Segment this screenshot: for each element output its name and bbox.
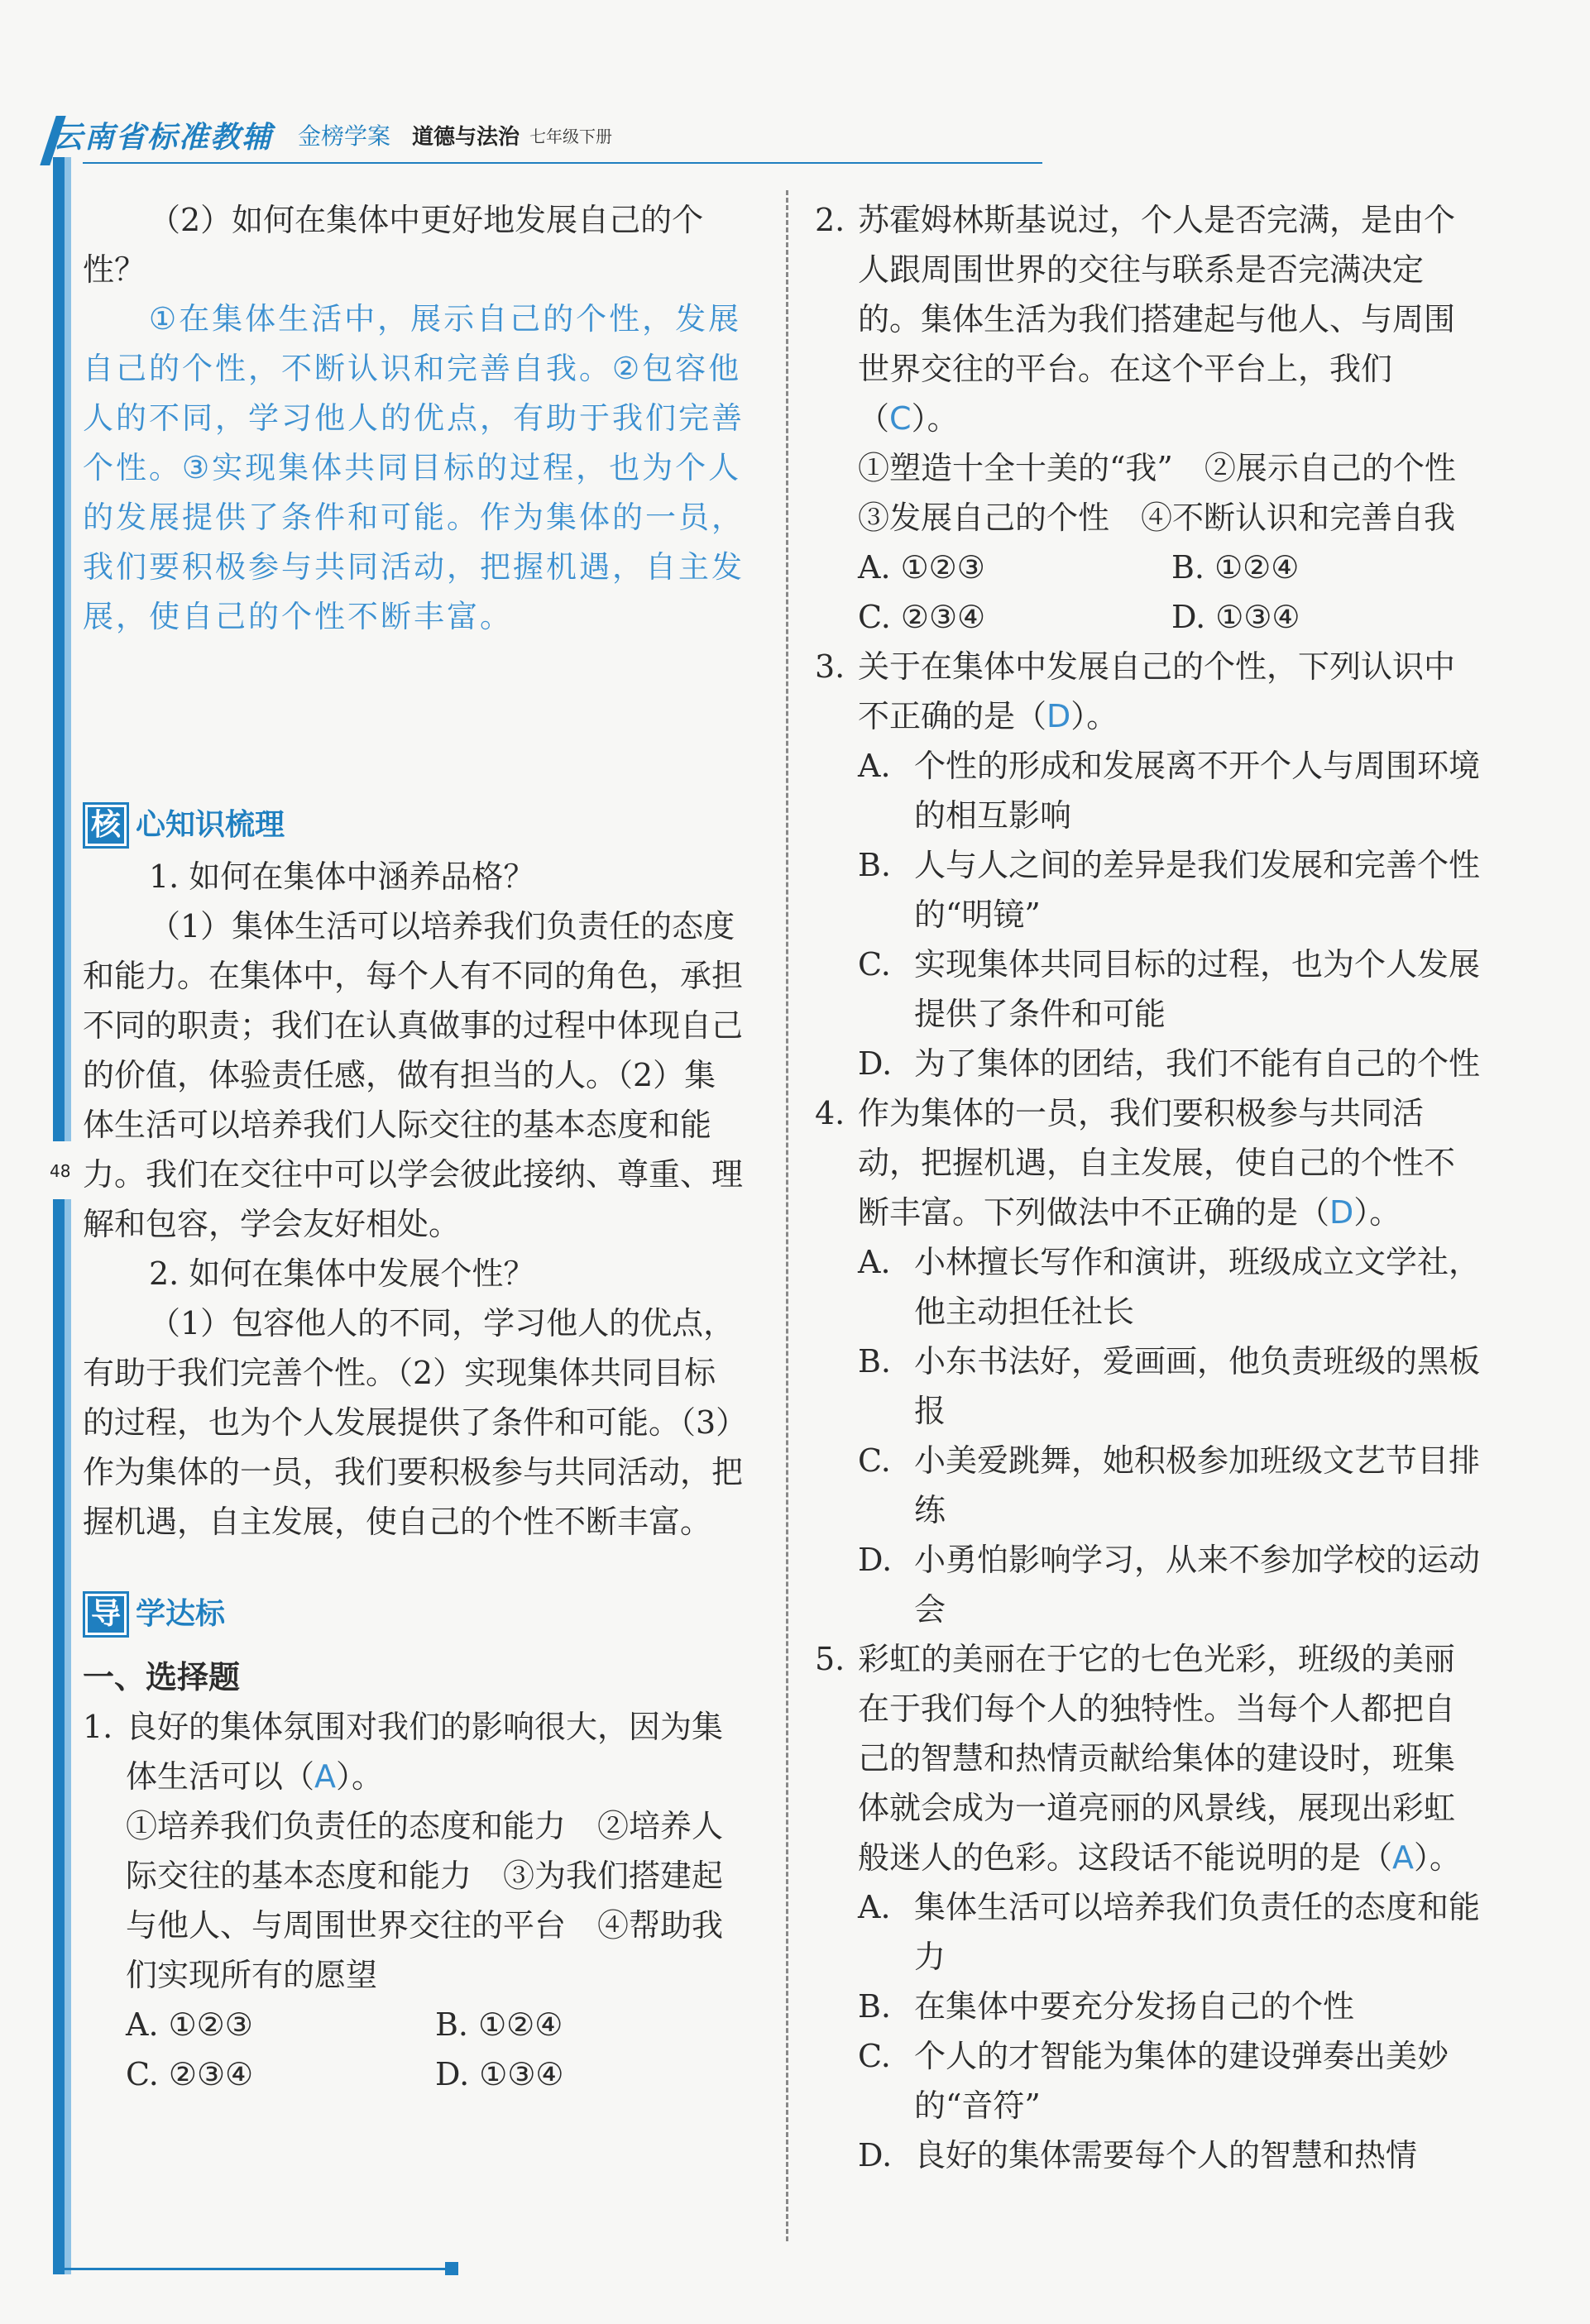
option-a: A. 小林擅长写作和演讲，班级成立文学社，他主动担任社长: [858, 1244, 1481, 1330]
option-c: C. ②③④: [858, 599, 986, 635]
part-title: 一、选择题: [83, 1659, 241, 1695]
option-b: B. 人与人之间的差异是我们发展和完善个性的“明镜”: [858, 847, 1481, 933]
option-d: D. 良好的集体需要每个人的智慧和热情: [858, 2137, 1418, 2173]
answer-mark: A: [314, 1758, 337, 1795]
option-c: C. 小美爱跳舞，她积极参加班级文艺节目排练: [858, 1442, 1481, 1528]
knowledge-1-body: （1）集体生活可以培养我们负责任的态度和能力。在集体中，每个人有不同的角色，承担不同的职责；我们在认真做事的过程中体现自己的价值，体验责任感，做有担当的人。（2）集体生活可以培养我们人际交往的基本态度和能力。我们在交往中可以学会彼此接纳、尊重、理解和包容，学会友好相处。: [83, 908, 744, 1242]
question-stem: 苏霍姆林斯基说过，个人是否完满，是由个人跟周围世界的交往与联系是否完满决定的。集体生活为我们搭建起与他人、与周围世界交往的平台。在这个平台上，我们（C）。: [858, 202, 1456, 437]
question-stem: 关于在集体中发展自己的个性，下列认识中不正确的是（D）。: [858, 648, 1456, 734]
header-brand: 云南省标准教辅: [53, 120, 274, 155]
question-1: [83, 1702, 745, 2099]
question-number: 4.: [815, 1095, 845, 1131]
header-grade: 七年级下册: [529, 126, 613, 146]
question-2: [815, 195, 1485, 642]
intro-question: （2）如何在集体中更好地发展自己的个性？: [83, 202, 704, 288]
section-core-knowledge: [83, 799, 745, 852]
page-number: 48: [50, 1161, 71, 1181]
left-column: [83, 195, 745, 2099]
option-c: C. 实现集体共同目标的过程，也为个人发展提供了条件和可能: [858, 946, 1481, 1032]
option-d: D. 为了集体的团结，我们不能有自己的个性: [858, 1045, 1481, 1082]
question-5: [815, 1634, 1485, 2180]
question-items: ①塑造十全十美的“我” ②展示自己的个性 ③发展自己的个性 ④不断认识和完善自我: [858, 450, 1487, 536]
question-3: [815, 642, 1485, 1088]
section-title-guided: 学达标: [136, 1597, 226, 1631]
margin-strip-top-light: [65, 157, 71, 1141]
margin-strip-bottom-light: [65, 1199, 71, 2274]
right-column: [815, 195, 1485, 2180]
option-d: D. 小勇怕影响学习，从来不参加学校的运动会: [858, 1542, 1481, 1628]
question-stem: 良好的集体氛围对我们的影响很大，因为集体生活可以（A）。: [126, 1709, 724, 1795]
option-b: B. ①②④: [435, 2006, 563, 2043]
footer-square: [445, 2262, 458, 2275]
answer-mark: C: [889, 400, 912, 437]
knowledge-2-title: 2. 如何在集体中发展个性？: [149, 1255, 535, 1292]
answer-mark: D: [1329, 1194, 1354, 1231]
option-d: D. ①③④: [435, 2056, 564, 2092]
margin-strip-top: [53, 157, 65, 1141]
option-a: A. ①②③: [126, 2006, 253, 2043]
running-header: [53, 114, 1046, 155]
options-row: [858, 592, 1485, 642]
question-items: ①培养我们负责任的态度和能力 ②培养人际交往的基本态度和能力 ③为我们搭建起与他人、与周围世界交往的平台 ④帮助我们实现所有的愿望: [126, 1808, 724, 1993]
header-rule: [83, 162, 1042, 164]
option-a: A. 个性的形成和发展离不开个人与周围环境的相互影响: [858, 748, 1481, 834]
footer-rule: [53, 2268, 450, 2270]
answer-mark: D: [1046, 698, 1071, 734]
question-number: 5.: [815, 1641, 845, 1677]
question-4: [815, 1088, 1485, 1634]
option-a: A. ①②③: [858, 549, 985, 586]
intro-answer: ①在集体生活中，展示自己的个性，发展自己的个性，不断认识和完善自我。②包容他人的不同，学习他人的优点，有助于我们完善个性。③实现集体共同目标的过程，也为个人的发展提供了条件和可能。作为集体的一员，我们要积极参与共同活动，把握机遇，自主发展，使自己的个性不断丰富。: [83, 301, 745, 634]
option-a: A. 集体生活可以培养我们负责任的态度和能力: [858, 1889, 1481, 1975]
question-stem: 作为集体的一员，我们要积极参与共同活动，把握机遇，自主发展，使自己的个性不断丰富。下列做法中不正确的是（D）。: [858, 1095, 1456, 1231]
header-subject: 道德与法治: [412, 124, 520, 150]
option-c: C. ②③④: [126, 2056, 254, 2092]
options-row: [126, 2000, 745, 2049]
question-stem: 彩虹的美丽在于它的七色光彩，班级的美丽在于我们每个人的独特性。当每个人都把自己的智慧和热情贡献给集体的建设时，班集体就会成为一道亮丽的风景线，展现出彩虹般迷人的色彩。这段话不能说明的是（A）。: [858, 1641, 1462, 1876]
answer-mark: A: [1392, 1839, 1415, 1876]
question-number: 2.: [815, 202, 845, 238]
column-divider: [786, 190, 788, 2241]
margin-strip-bottom: [53, 1199, 65, 2274]
option-d: D. ①③④: [1171, 599, 1300, 635]
section-guided-practice: [83, 1588, 745, 1641]
section-box-core: 核: [83, 802, 129, 849]
options-row: [858, 543, 1485, 592]
option-b: B. 小东书法好，爱画画，他负责班级的黑板报: [858, 1343, 1481, 1429]
option-b: B. 在集体中要充分发扬自己的个性: [858, 1988, 1355, 2025]
knowledge-1-title: 1. 如何在集体中涵养品格？: [149, 858, 535, 895]
option-c: C. 个人的才智能为集体的建设弹奏出美妙的“音符”: [858, 2038, 1449, 2124]
section-title-core: 心知识梳理: [136, 808, 285, 842]
question-number: 3.: [815, 648, 845, 685]
option-b: B. ①②④: [1171, 549, 1300, 586]
question-number: 1.: [83, 1709, 113, 1745]
section-box-guided: 导: [83, 1591, 129, 1638]
options-row: [126, 2049, 745, 2099]
knowledge-2-body: （1）包容他人的不同，学习他人的优点，有助于我们完善个性。（2）实现集体共同目标的过程，也为个人发展提供了条件和可能。（3）作为集体的一员，我们要积极参与共同活动，把握机遇，自主发展，使自己的个性不断丰富。: [83, 1305, 744, 1540]
header-series: 金榜学案: [298, 122, 391, 150]
